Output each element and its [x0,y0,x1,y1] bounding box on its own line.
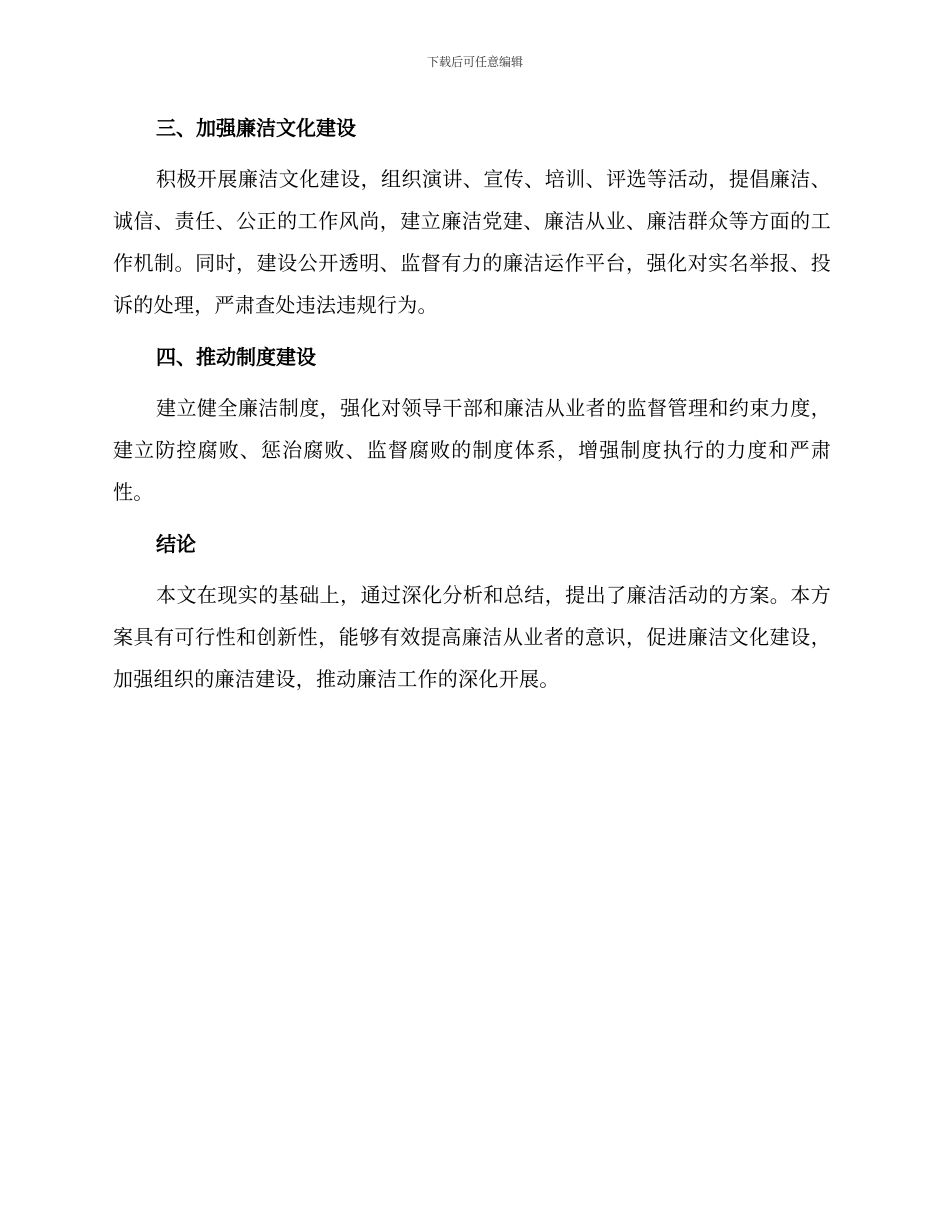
section-heading: 结论 [156,532,196,556]
section-institution [113,339,831,513]
document-body [113,110,831,713]
section-culture [113,110,831,326]
section-paragraph: 本文在现实的基础上，通过深化分析和总结，提出了廉洁活动的方案。本方案具有可行性和创新性，能够有效提高廉洁从业者的意识，促进廉洁文化建设，加强组织的廉洁建设，推动廉洁工作的深化开展。 [113,583,831,691]
section-paragraph: 积极开展廉洁文化建设，组织演讲、宣传、培训、评选等活动，提倡廉洁、诚信、责任、公正的工作风尚，建立廉洁党建、廉洁从业、廉洁群众等方面的工作机制。同时，建设公开透明、监督有力的廉洁运作平台，强化对实名举报、投诉的处理，严肃查处违法违规行为。 [113,167,831,317]
section-heading: 四、推动制度建设 [156,345,316,369]
section-conclusion [113,526,831,700]
section-paragraph: 建立健全廉洁制度，强化对领导干部和廉洁从业者的监督管理和约束力度，建立防控腐败、惩治腐败、监督腐败的制度体系，增强制度执行的力度和严肃性。 [113,396,831,504]
page-header: 下载后可任意编辑 [426,55,523,69]
section-heading: 三、加强廉洁文化建设 [156,116,356,140]
